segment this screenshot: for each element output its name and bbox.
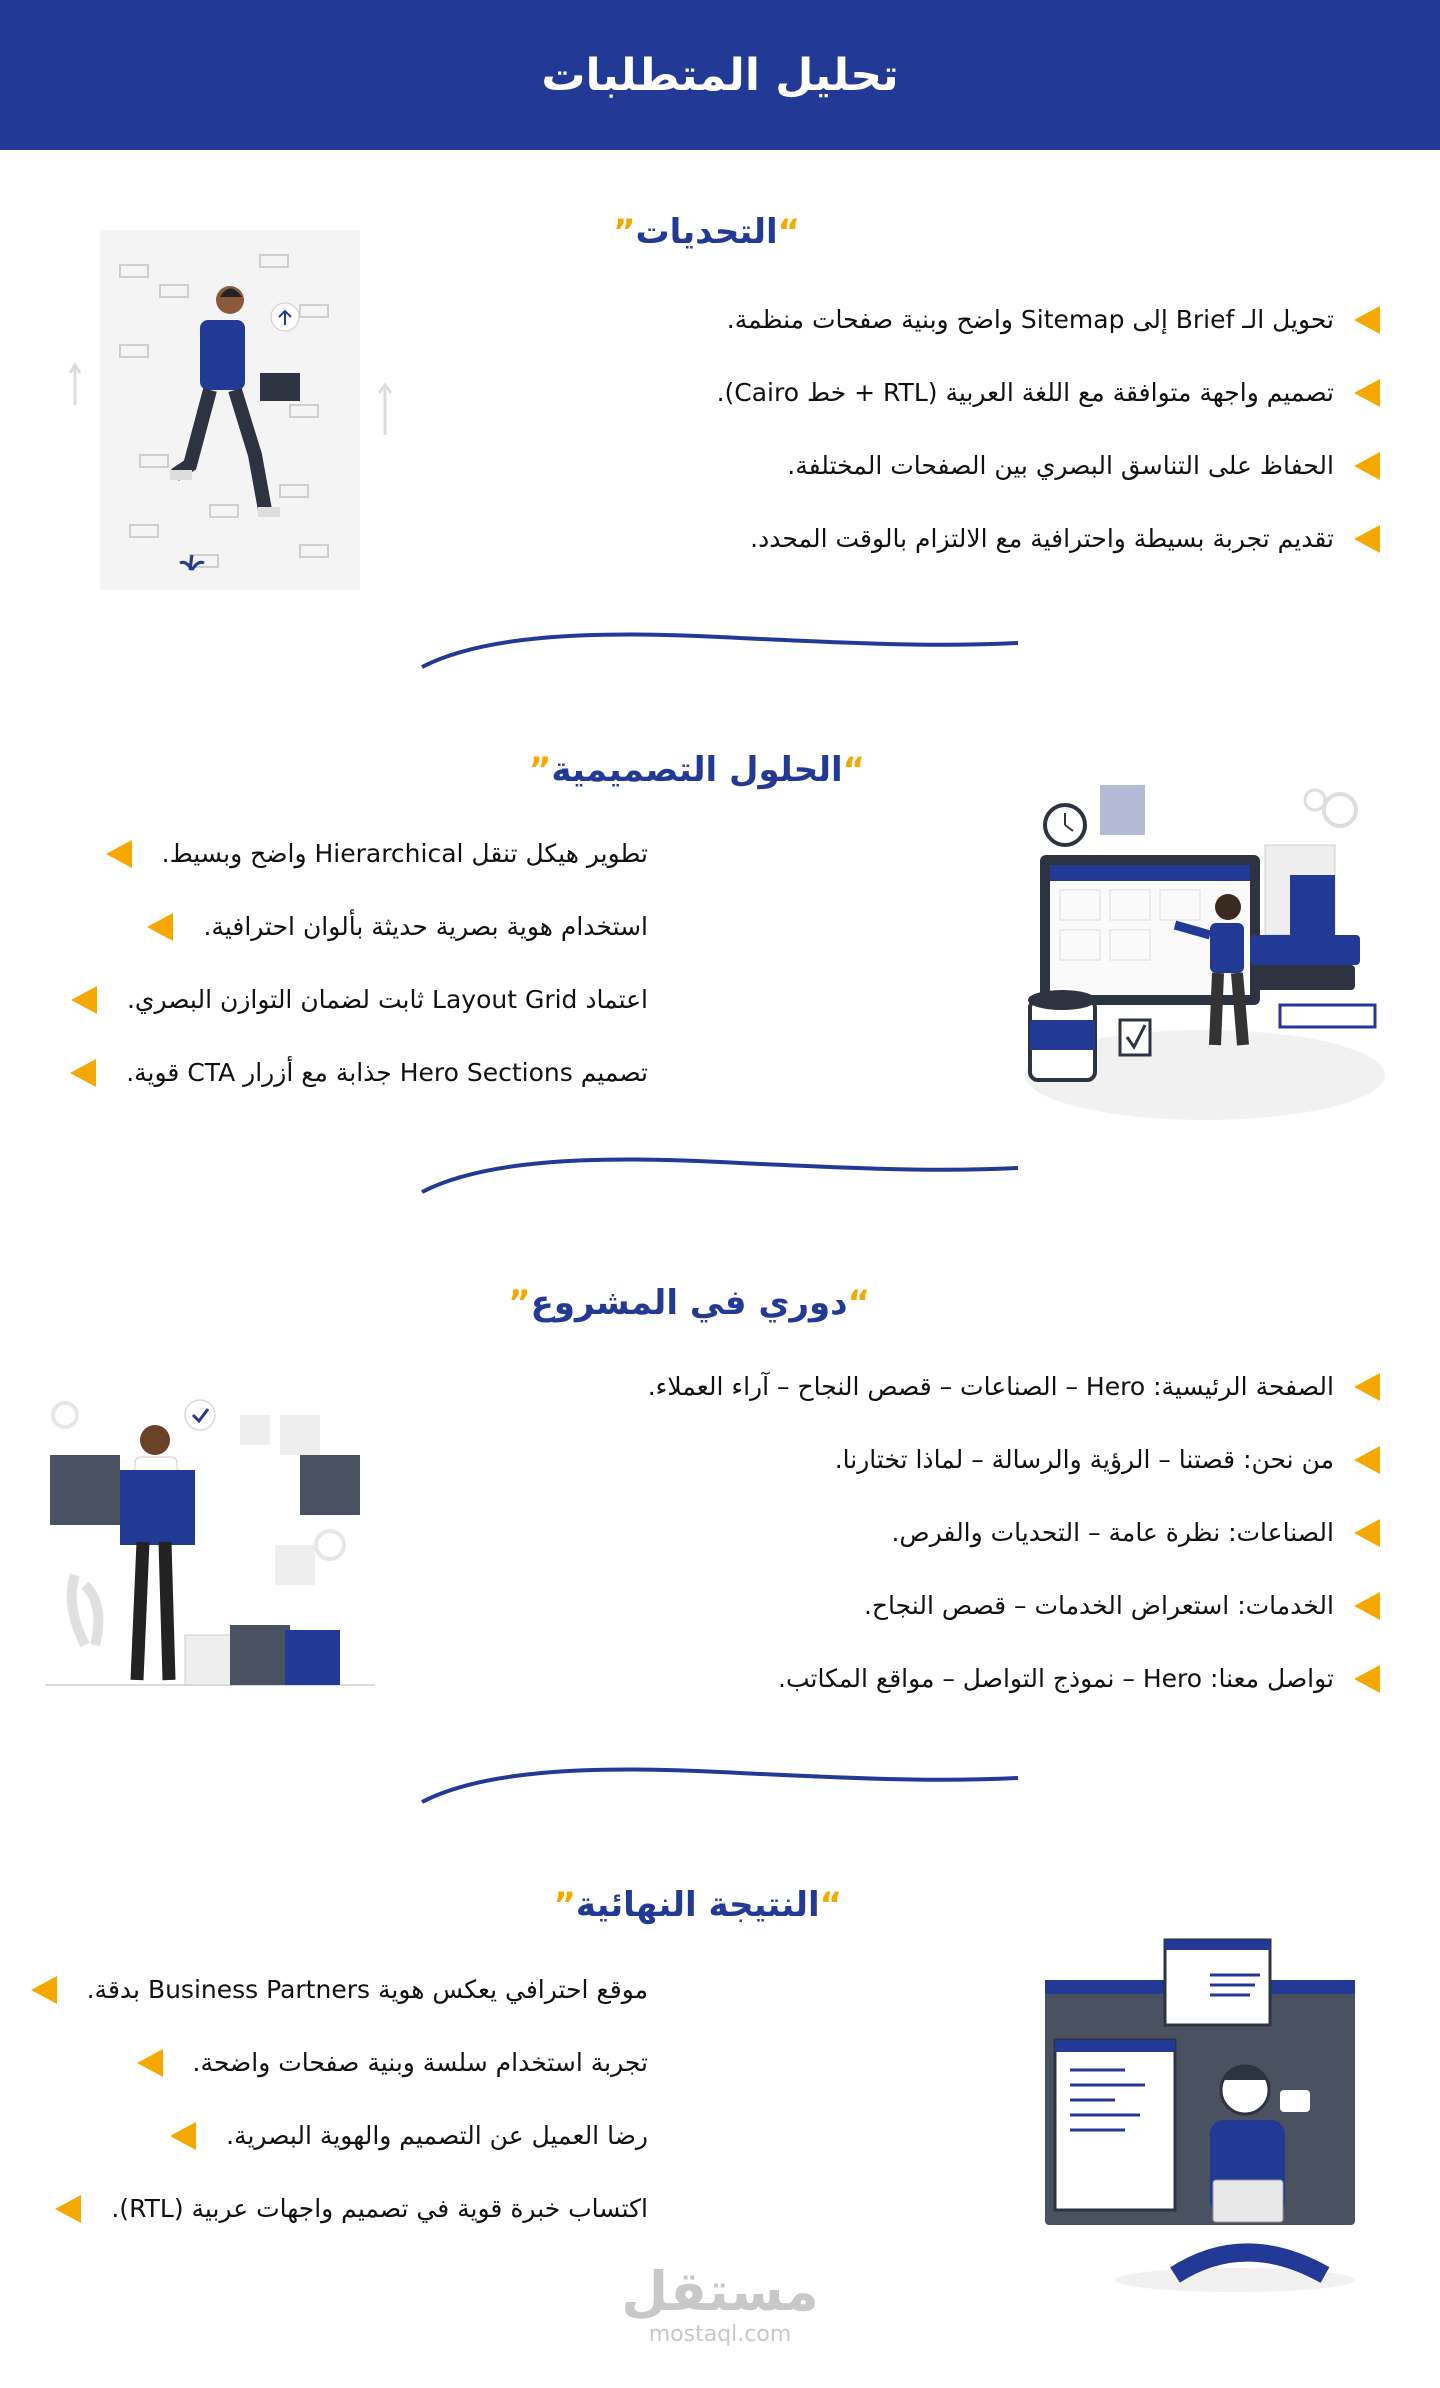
arrow-icon <box>1354 379 1380 407</box>
arrow-icon <box>1354 1665 1380 1693</box>
list-item: تجربة استخدام سلسة وبنية صفحات واضحة. <box>31 2026 648 2099</box>
arrow-icon <box>1354 1519 1380 1547</box>
list-item: تصميم واجهة متوافقة مع اللغة العربية (RTL + خط Cairo). <box>717 356 1380 429</box>
arrow-icon <box>1354 1446 1380 1474</box>
watermark-arabic: مستقل <box>621 2260 819 2323</box>
arrow-icon <box>137 2049 163 2077</box>
arrow-icon <box>31 1976 57 2004</box>
arrow-icon <box>1354 1592 1380 1620</box>
arrow-icon <box>106 840 132 868</box>
list-item: اعتماد Layout Grid ثابت لضمان التوازن البصري. <box>70 963 648 1036</box>
section-title-final-result: “النتيجة النهائية” <box>553 1885 842 1925</box>
arrow-icon <box>147 913 173 941</box>
list-item: استخدام هوية بصرية حديثة بألوان احترافية. <box>70 890 648 963</box>
puzzle-illustration <box>45 1385 385 1695</box>
list-item: الصناعات: نظرة عامة – التحديات والفرص. <box>648 1496 1380 1569</box>
challenges-list <box>717 283 1380 575</box>
list-item: الحفاظ على التناسق البصري بين الصفحات المختلفة. <box>717 429 1380 502</box>
section-title-solutions: “الحلول التصميمية” <box>529 750 865 790</box>
solutions-list <box>70 817 648 1109</box>
arrow-icon <box>1354 525 1380 553</box>
list-item: الخدمات: استعراض الخدمات – قصص النجاح. <box>648 1569 1380 1642</box>
list-item: تقديم تجربة بسيطة واحترافية مع الالتزام بالوقت المحدد. <box>717 502 1380 575</box>
page-header <box>0 0 1440 150</box>
list-item: تحويل الـ Brief إلى Sitemap واضح وبنية صفحات منظمة. <box>717 283 1380 356</box>
list-item: رضا العميل عن التصميم والهوية البصرية. <box>31 2099 648 2172</box>
planner-illustration <box>1015 775 1385 1125</box>
arrow-icon <box>70 1059 96 1087</box>
arrow-icon <box>71 986 97 1014</box>
list-item: تطوير هيكل تنقل Hierarchical واضح وبسيط. <box>70 817 648 890</box>
climber-illustration <box>60 225 420 595</box>
divider-wave <box>420 1760 1020 1810</box>
watermark-logo <box>610 2262 830 2347</box>
list-item: من نحن: قصتنا – الرؤية والرسالة – لماذا تختارنا. <box>648 1423 1380 1496</box>
arrow-icon <box>55 2195 81 2223</box>
arrow-icon <box>170 2122 196 2150</box>
list-item: تصميم Hero Sections جذابة مع أزرار CTA قوية. <box>70 1036 648 1109</box>
results-list <box>31 1953 648 2245</box>
page-title: تحليل المتطلبات <box>541 49 899 101</box>
section-title-challenges: “التحديات” <box>613 212 800 252</box>
arrow-icon <box>1354 306 1380 334</box>
divider-wave <box>420 1150 1020 1200</box>
list-item: اكتساب خبرة قوية في تصميم واجهات عربية (RTL). <box>31 2172 648 2245</box>
list-item: الصفحة الرئيسية: Hero – الصناعات – قصص النجاح – آراء العملاء. <box>648 1350 1380 1423</box>
watermark-latin: mostaql.com <box>648 2322 792 2347</box>
arrow-icon <box>1354 1373 1380 1401</box>
developer-illustration <box>1035 1930 1365 2300</box>
section-title-my-role: “دوري في المشروع” <box>508 1283 870 1323</box>
list-item: تواصل معنا: Hero – نموذج التواصل – مواقع المكاتب. <box>648 1642 1380 1715</box>
divider-wave <box>420 625 1020 675</box>
role-list <box>648 1350 1380 1715</box>
arrow-icon <box>1354 452 1380 480</box>
list-item: موقع احترافي يعكس هوية Business Partners بدقة. <box>31 1953 648 2026</box>
